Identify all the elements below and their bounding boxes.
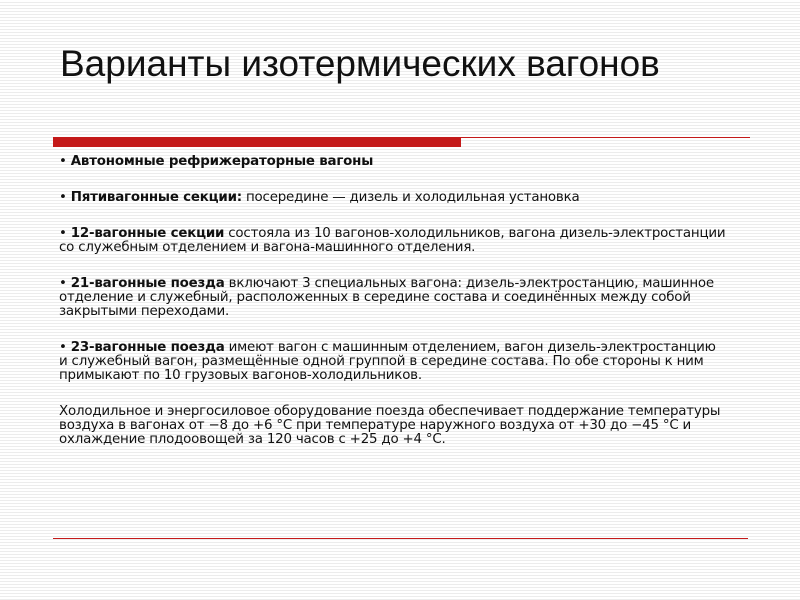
paragraph-heading: 21-вагонные поезда bbox=[70, 276, 225, 291]
bullet: • bbox=[59, 340, 67, 355]
bullet: • bbox=[59, 276, 67, 291]
bullet: • bbox=[59, 190, 67, 205]
paragraph-heading: Пятивагонные секции: bbox=[70, 190, 242, 205]
paragraph-autonomous-cars bbox=[59, 155, 727, 169]
paragraph-closing: Холодильное и энергосиловое оборудование поезда обеспечивает поддержание температуры воздуха в вагонах от −8 до +6 °C при температуре наружного воздуха от +30 до −45 °C и охлаждение плодоовощей за 120 часов с +25 до +4 °C. bbox=[59, 404, 721, 447]
paragraph-12-car-sections bbox=[59, 227, 727, 255]
paragraph-heading: 23-вагонные поезда bbox=[70, 340, 225, 355]
paragraph-text: посередине — дизель и холодильная установка bbox=[241, 190, 580, 205]
paragraph-five-car-sections bbox=[59, 191, 727, 205]
bullet: • bbox=[59, 154, 67, 169]
paragraph-text: состояла из 10 вагонов-холодильников, вагона дизель-электростанции со служебным отделением и вагона-машинного отделения. bbox=[59, 226, 726, 255]
footer-rule bbox=[53, 538, 748, 539]
paragraph-text: имеют вагон с машинным отделением, вагон дизель-электростанцию и служебный вагон, размещённые одной группой в середине состава. По обе стороны к ним примыкают по 10 грузовых вагонов-холодильников. bbox=[59, 340, 716, 383]
paragraph-text: включают 3 специальных вагона: дизель-электростанцию, машинное отделение и служебный, расположенных в середине состава и соединённых между собой закрытыми переходами. bbox=[59, 276, 714, 319]
slide-body bbox=[59, 155, 727, 469]
accent-bar bbox=[53, 137, 461, 147]
paragraph-heading: Автономные рефрижераторные вагоны bbox=[70, 154, 374, 169]
slide-title: Варианты изотермических вагонов bbox=[60, 43, 660, 84]
bullet: • bbox=[59, 226, 67, 241]
paragraph-23-car-trains bbox=[59, 341, 727, 383]
paragraph-21-car-trains bbox=[59, 277, 727, 319]
paragraph-heading: 12-вагонные секции bbox=[70, 226, 225, 241]
